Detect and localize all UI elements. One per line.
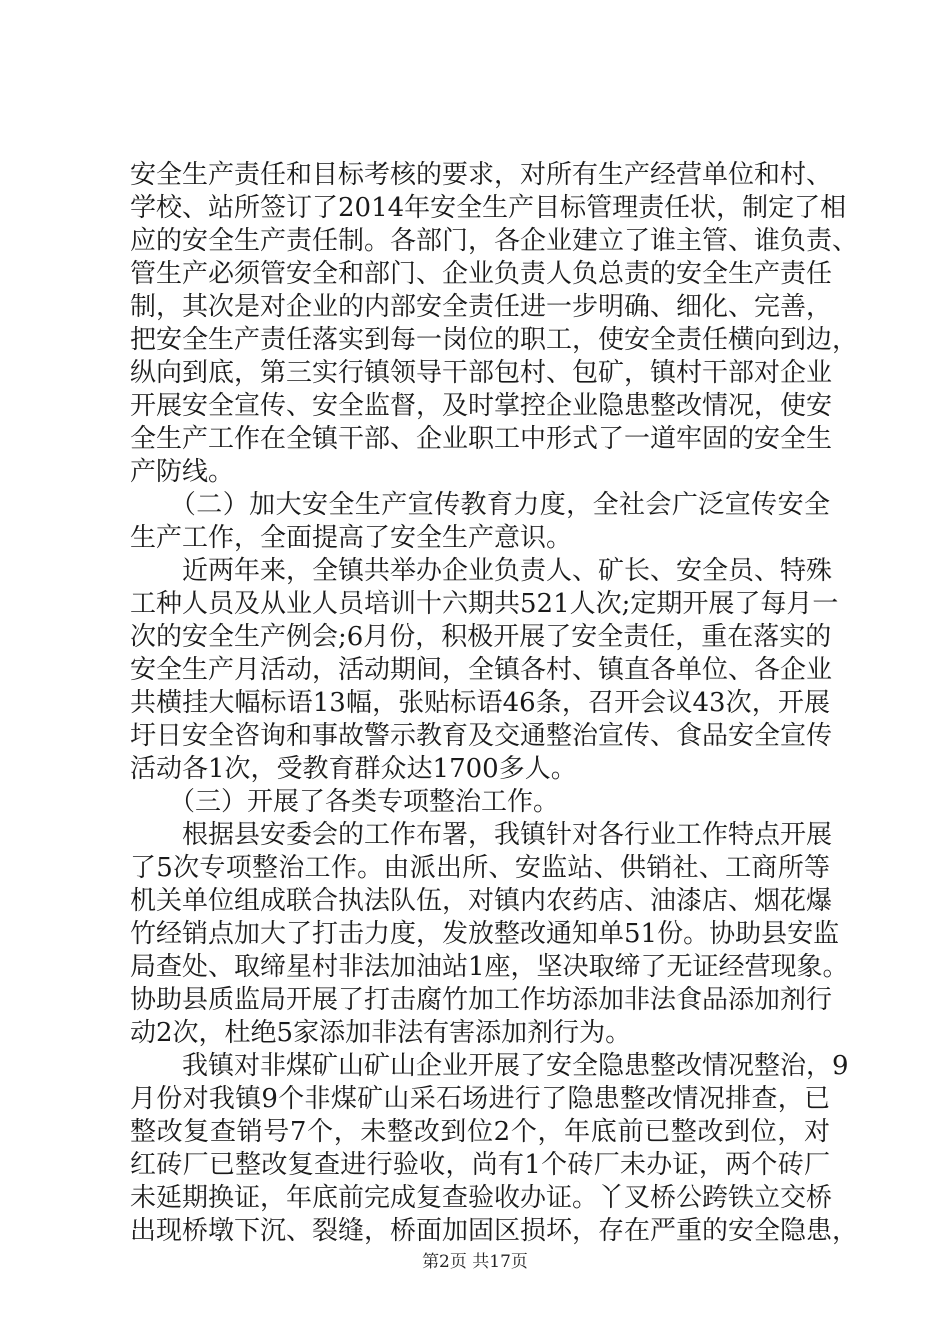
page-footer bbox=[0, 1247, 950, 1272]
text-line: 圩日安全咨询和事故警示教育及交通整治宣传、食品安全宣传 bbox=[130, 721, 833, 751]
text-line: 开展安全宣传、安全监督，及时掌控企业隐患整改情况，使安 bbox=[130, 391, 833, 421]
text-line: 活动各1次，受教育群众达1700多人。 bbox=[130, 754, 577, 784]
text-line: 安全生产责任和目标考核的要求，对所有生产经营单位和村、 bbox=[130, 160, 833, 190]
text-line: 制，其次是对企业的内部安全责任进一步明确、细化、完善， bbox=[130, 292, 833, 322]
text-line: 应的安全生产责任制。各部门，各企业建立了谁主管、谁负责、 bbox=[130, 226, 859, 256]
total-pages: 共17页 bbox=[472, 1252, 528, 1272]
text-line: 红砖厂已整改复查进行验收，尚有1个砖厂未办证，两个砖厂 bbox=[130, 1150, 830, 1180]
document-body bbox=[130, 159, 859, 1248]
text-line: 产防线。 bbox=[130, 457, 235, 487]
text-line: 纵向到底，第三实行镇领导干部包村、包矿，镇村干部对企业 bbox=[130, 358, 833, 388]
text-line: 全生产工作在全镇干部、企业职工中形式了一道牢固的安全生 bbox=[130, 424, 833, 454]
text-line: 根据县安委会的工作布署，我镇针对各行业工作特点开展 bbox=[130, 820, 833, 850]
text-line: 出现桥墩下沉、裂缝，桥面加固区损坏，存在严重的安全隐患， bbox=[130, 1216, 859, 1246]
page-number: 第2页 bbox=[422, 1252, 467, 1272]
section-heading: （三）开展了各类专项整治工作。 bbox=[130, 787, 560, 817]
text-line: 安全生产月活动，活动期间，全镇各村、镇直各单位、各企业 bbox=[130, 655, 833, 685]
text-line: 学校、站所签订了2014年安全生产目标管理责任状，制定了相 bbox=[130, 193, 847, 223]
text-line: 次的安全生产例会;6月份，积极开展了安全责任，重在落实的 bbox=[130, 622, 832, 652]
text-line: 管生产必须管安全和部门、企业负责人负总责的安全生产责任 bbox=[130, 259, 833, 289]
text-line: 共横挂大幅标语13幅，张贴标语46条，召开会议43次，开展 bbox=[130, 688, 830, 718]
text-line: 协助县质监局开展了打击腐竹加工作坊添加非法食品添加剂行 bbox=[130, 985, 833, 1015]
text-line: 把安全生产责任落实到每一岗位的职工，使安全责任横向到边， bbox=[130, 325, 859, 355]
text-line: 了5次专项整治工作。由派出所、安监站、供销社、工商所等 bbox=[130, 853, 830, 883]
text-line: 工种人员及从业人员培训十六期共521人次;定期开展了每月一 bbox=[130, 589, 839, 619]
text-line: 动2次，杜绝5家添加非法有害添加剂行为。 bbox=[130, 1018, 632, 1048]
text-line: 机关单位组成联合执法队伍，对镇内农药店、油漆店、烟花爆 bbox=[130, 886, 833, 916]
text-line: 竹经销点加大了打击力度，发放整改通知单51份。协助县安监 bbox=[130, 919, 840, 949]
text-line: 未延期换证，年底前完成复查验收办证。丫叉桥公跨铁立交桥 bbox=[130, 1183, 833, 1213]
text-line: 近两年来，全镇共举办企业负责人、矿长、安全员、特殊 bbox=[130, 556, 833, 586]
text-line: 我镇对非煤矿山矿山企业开展了安全隐患整改情况整治，9 bbox=[130, 1051, 849, 1081]
section-heading: （二）加大安全生产宣传教育力度，全社会广泛宣传安全 bbox=[130, 490, 830, 520]
text-line: 月份对我镇9个非煤矿山采石场进行了隐患整改情况排查，已 bbox=[130, 1084, 830, 1114]
text-line: 整改复查销号7个，未整改到位2个，年底前已整改到位，对 bbox=[130, 1117, 830, 1147]
text-line: 局查处、取缔星村非法加油站1座，坚决取缔了无证经营现象。 bbox=[130, 952, 849, 982]
section-heading: 生产工作，全面提高了安全生产意识。 bbox=[130, 523, 573, 553]
